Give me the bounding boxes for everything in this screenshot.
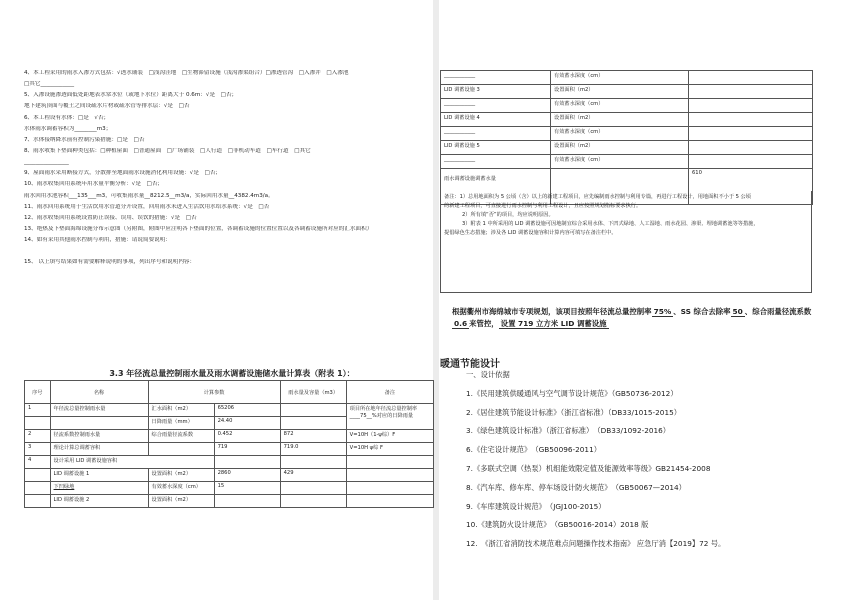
note-line: □其它____________ [24,81,75,88]
table-row [25,443,434,456]
table-cell: ____________ [441,127,551,141]
table-cell [214,495,280,508]
table-cell [346,495,433,508]
table-cell: ____________ [441,155,551,169]
table-cell [346,469,433,482]
note-line: 9、屋面雨水采用断接方式，分散排至地面雨水设施消化利用设施：√是 □否； [24,170,222,177]
table-cell [280,495,346,508]
table-cell [25,417,51,430]
table-cell: LID 调蓄设施 3 [441,85,551,99]
table-cell: ____________ [441,99,551,113]
note-line: 8、雨水收集下垫面种类包括：□种植屋面 □普通屋面 □广场铺装 □人行道 □非机动车道 □车行道 □其它 [24,147,311,154]
table-cell [280,456,346,469]
summary-text: 根据衢州市海绵城市专项规划，该项目按照年径流总量控制率 [452,307,652,316]
table-cell: 设置面积（m2） [148,469,214,482]
remark-line: 提倡绿色生态措施；涉及各 LID 调蓄设施容积计算内容可填写在备注栏中。 [444,230,617,237]
table-cell: 24.40 [214,417,280,430]
table-cell: LID 调蓄设施 2 [50,495,148,508]
section-title: 暖通节能设计 [440,359,500,370]
table-row [441,85,813,99]
table-cell: 项目所在地年径流总量控制率____75__%对应的日降雨量 [346,404,433,430]
note-line: 7、水体接纳降水前有控制污染措施：□是 □否 [24,136,145,143]
table-cell [25,469,51,482]
table-header-row [25,381,434,404]
table-cell: 日降雨量（mm） [148,417,214,430]
reference-item: 7.《多联式空调（热泵）机组能效限定值及能源效率等级》GB21454-2008 [466,463,711,473]
table-row [441,155,813,169]
note-line: 5、入渗设施渗透面低处距地表水常水位（或地下水位）距离大于 0.6m：√是 □否； [24,92,238,99]
table-cell [689,127,813,141]
table-cell: 设置面积（m2） [551,85,689,99]
table-row [441,113,813,127]
page-fold [433,0,439,600]
table-cell: 年径流总量控制雨水量 [50,404,148,417]
table-row [25,495,434,508]
table-cell [25,495,51,508]
summary-paragraph [452,306,812,330]
table-cell: 0.452 [214,430,280,443]
table-cell: 有效蓄水深度（cm） [148,482,214,495]
table-cell: 1 [25,404,51,417]
table-cell: 4 [25,456,51,469]
table-cell: 有效蓄水深度（cm） [551,99,689,113]
runoff-rate-value: 75% [653,307,672,316]
reference-item: 1.《民用建筑供暖通风与空气调节设计规范》（GB50736-2012） [466,388,678,398]
table-cell [25,482,51,495]
right-page [440,8,840,592]
table-cell: 15 [214,482,280,495]
table-cell [689,85,813,99]
table-row [441,141,813,155]
table-cell: V=10H ψ综 F [346,443,433,456]
reference-item: 3.《绿色建筑设计标准》（浙江省标准） （DB33/1092-2016） [466,426,671,436]
runoff-calculation-table [24,380,434,508]
table-row [25,430,434,443]
note-line: 12、雨水收集回用系统设置防止误接、误用、误饮的措施：√是 □否 [24,214,197,221]
note-line: 14、如有采用其他雨水控制与利用，措施：请说简要说明： [24,237,171,244]
reference-item: 一、设计依据 [466,370,510,379]
table-cell [148,443,214,456]
summary-text: 来管控， [469,318,499,328]
table-cell [280,417,346,430]
table-cell [689,141,813,155]
table-cell: 径流系数控制雨水量 [50,430,148,443]
table-cell [346,456,433,469]
table-cell: LID 调蓄设施 1 [50,469,148,482]
header-cell: 名称 [50,381,148,404]
table-cell: V=10H（1-ψ综）F [346,430,433,443]
summary-text: 、SS 综合去除率 [673,307,731,316]
remark-line: 的新建工程项目，可直接进行雨水控制与利用工程设计，且应按照规划指标要求执行。 [444,203,642,210]
note-line: ________________ [24,159,69,166]
table-cell: LID 调蓄设施 4 [441,113,551,127]
runoff-coef-value: 0.6 [454,318,468,328]
note-line: 地下建筑顶面与覆土之间设疏水片材或疏水管等排水层：√是 □否 [24,103,190,110]
left-page [12,8,432,592]
table-cell [689,71,813,85]
table-cell [689,155,813,169]
table-cell [50,417,148,430]
table-title: 3.3 年径流总量控制雨水量及雨水调蓄设施储水量计算表（附表 1）： [109,369,355,378]
remarks-box [440,191,812,293]
table-row [441,71,813,85]
header-cell: 雨水量及容量（m3） [280,381,346,404]
table-cell [214,456,280,469]
table-cell: 872 [280,430,346,443]
table-row [25,469,434,482]
note-line: 雨水回用水池容积___135___m3，可收集雨水量__8212.5__m3/a，实际回用水量__4382.4m3/a。 [24,192,274,199]
note-line: 水体雨水调蓄容积为________m3； [24,125,112,132]
reference-list [466,366,826,554]
table-cell [689,113,813,127]
table-cell: 下凹绿地 [50,482,148,495]
table-cell: 设置面积（m2） [551,141,689,155]
table-cell [280,404,346,417]
note-line: 10、雨水收集回用系统年用水量平衡分析：√是 □否； [24,181,164,188]
table-cell: 设置面积（m2） [551,113,689,127]
reference-item: 2.《居住建筑节能设计标准》（浙江省标准）（DB33/1015-2015） [466,407,682,417]
table-cell: 有效蓄水深度（cm） [551,71,689,85]
table-row [25,482,434,495]
table-cell: 有效蓄水深度（cm） [551,155,689,169]
table-cell [280,482,346,495]
table-row [441,127,813,141]
table-cell [346,482,433,495]
table-cell: 雨水调蓄设施调蓄水量 [441,169,551,205]
reference-item: 12. 《浙江省消防技术规范难点问题操作技术指南》 应急厅消【2019】72 号。 [466,539,726,549]
table-cell: 65206 [214,404,280,417]
table-cell [689,99,813,113]
reference-item: 9.《车库建筑设计规范》 （JGJ100-2015） [466,501,606,511]
table-row [25,404,434,417]
lid-volume-value: 设置 719 立方米 LID 调蓄设施 [500,318,607,328]
remark-line: 备注：1）总用地面积为 5 公顷（含）以上的新建工程项目，应先编制雨水控制与利用专篇，再进行工程设计，用地面积不小于 5 公顷 [444,194,751,200]
remark-line: 2）所有填“否”的项目，均应说明原因。 [462,212,554,219]
table-cell: 2860 [214,469,280,482]
table-cell: 3 [25,443,51,456]
lid-facility-table [440,70,813,205]
table-cell: 设置面积（m2） [148,495,214,508]
table-cell: 2 [25,430,51,443]
table-cell: 综合雨量径流系数 [148,430,214,443]
note-line: 6、本工程设有水体：□是 √否； [24,114,110,121]
table-cell: 设计采用 LID 调蓄设施容积 [50,456,214,469]
reference-item: 8.《汽车库、修车库、停车场设计防火规范》 （GB50067—2014） [466,482,686,492]
table-cell: 有效蓄水深度（cm） [551,127,689,141]
table-row [441,99,813,113]
summary-text: 、综合雨量径流系数 [744,307,812,316]
remark-line: 3）附表 1 中所采用的 LID 调蓄设施可因地制宜综合采用水体、下凹式绿地、人工湿地、雨水花园、渗渠、埋地调蓄池等等措施， [462,221,759,228]
note-line: 15、 以上填写结果如有需要解释说明的事项，列出序号和说明内容： [24,258,196,265]
table-cell: 理论计算总调蓄容积 [50,443,148,456]
checklist-notes [24,70,424,270]
note-line: 4、本工程采用的雨水入渗方式包括：√透水铺装 □浅沟洼地 □生物滞留设施（浅沟渗渠组合）□渗透管沟 □入渗井 □入渗池 [24,70,349,76]
table-cell: 429 [280,469,346,482]
table-cell: 610 [689,169,813,205]
table-cell: 汇水面积（m2） [148,404,214,417]
header-cell: 备注 [346,381,433,404]
note-line: 13、绝热及下垫面海绵设施分布示意图（另附图，附图中应注明各下垫面的位置，各调蓄设施的位置位置以及各调蓄设施所对应的汇水面积） [24,225,373,232]
table-row [25,456,434,469]
note-line: 11、雨水回用系统用于生活饮用水管道分开设置，回用雨水未进入生活饮用水给水系统：√是 □否 [24,203,270,210]
header-cell: 序号 [25,381,51,404]
table-cell: 719 [214,443,280,456]
reference-item: 6.《住宅设计规范》 （GB50096-2011） [466,445,602,455]
header-cell: 计算参数 [148,381,280,404]
ss-rate-value: 50 [732,307,743,316]
table-cell: 719.0 [280,443,346,456]
table-cell: LID 调蓄设施 5 [441,141,551,155]
reference-item: 10.《建筑防火设计规范》 （GB50016-2014）2018 版 [466,520,649,530]
table-cell: ____________ [441,71,551,85]
